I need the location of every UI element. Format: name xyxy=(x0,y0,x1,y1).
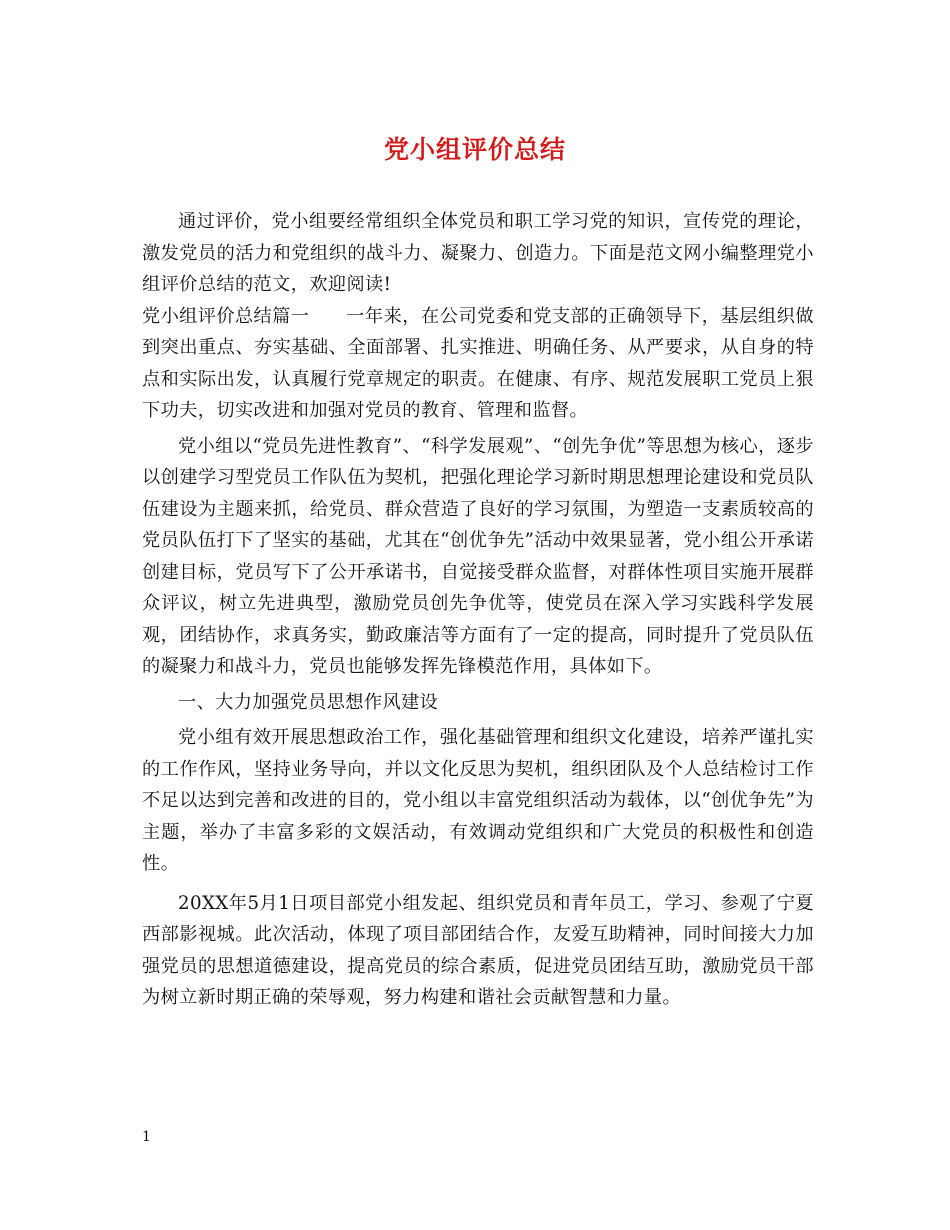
section-label: 党小组评价总结篇一 xyxy=(142,305,310,327)
heading-1: 一、大力加强党员思想作风建设 xyxy=(178,691,439,713)
page-number: 1 xyxy=(142,1129,151,1145)
document-title: 党小组评价总结 xyxy=(383,135,566,164)
paragraph-4: 20XX年5月1日项目部党小组发起、组织党员和青年员工，学习、参观了宁夏西部影视城。此次活动，体现了项目部团结合作，友爱互助精神，同时间接大力加强党员的思想道德建设，提高党员的综合素质，促进党员团结互助，激励党员干部为树立新时期正确的荣辱观，努力构建和谐社会贡献智慧和力量。 xyxy=(142,892,814,1008)
paragraph-3: 党小组有效开展思想政治工作，强化基础管理和组织文化建设，培养严谨扎实的工作作风，坚持业务导向，并以文化反思为契机，组织团队及个人总结检讨工作不足以达到完善和改进的目的，党小组以丰富党组织活动为载体，以“创优争先”为主题，举办了丰富多彩的文娱活动，有效调动党组织和广大党员的积极性和创造性。 xyxy=(142,727,814,874)
section-first-text: 一年来，在公司党委和党支部的正确领导下，基层组织做到突出重点、夯实基础、全面部署、扎实推进、明确任务、从严要求，从自身的特点和实际出发，认真履行党章规定的职责。在健康、有序、规范发展职工党员上狠下功夫，切实改进和加强对党员的教育、管理和监督。 xyxy=(142,305,814,421)
paragraph-2: 党小组以“党员先进性教育”、“科学发展观”、“创先争优”等思想为核心，逐步以创建学习型党员工作队伍为契机，把强化理论学习新时期思想理论建设和党员队伍建设为主题来抓，给党员、群众营造了良好的学习氛围，为塑造一支素质较高的党员队伍打下了坚实的基础，尤其在“创优争先”活动中效果显著，党小组公开承诺创建目标，党员写下了公开承诺书，自觉接受群众监督，对群体性项目实施开展群众评议，树立先进典型，激励党员创先争优等，使党员在深入学习实践科学发展观，团结协作，求真务实，勤政廉洁等方面有了一定的提高，同时提升了党员队伍的凝聚力和战斗力，党员也能够发挥先锋模范作用，具体如下。 xyxy=(142,435,814,677)
document-body xyxy=(142,206,814,1014)
section-paragraph xyxy=(142,301,814,427)
intro-paragraph: 通过评价，党小组要经常组织全体党员和职工学习党的知识，宣传党的理论，激发党员的活力和党组织的战斗力、凝聚力、创造力。下面是范文网小编整理党小组评价总结的范文，欢迎阅读! xyxy=(142,211,814,295)
